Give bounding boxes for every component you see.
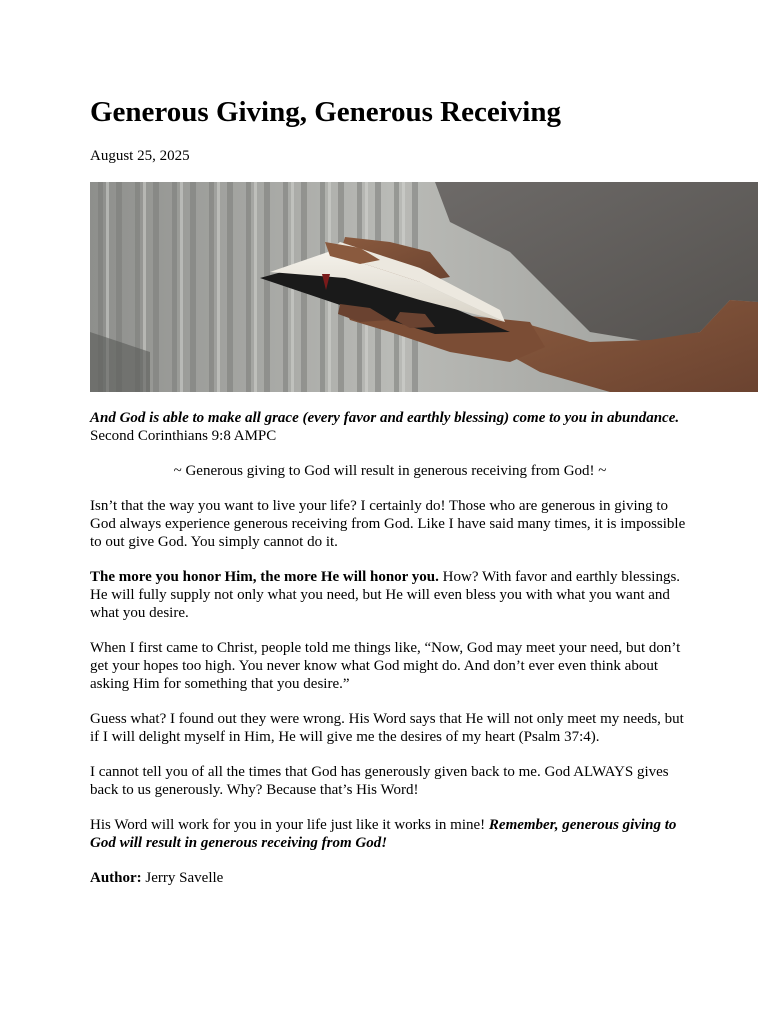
paragraph: I cannot tell you of all the times that God has generously given back to me. God ALWAYS gives back to us generously. Why? Because that’s His Word! bbox=[90, 764, 669, 798]
author-label: Author: bbox=[90, 870, 142, 886]
closing-paragraph bbox=[90, 816, 690, 852]
honor-bold: The more you honor Him, the more He will honor you. bbox=[90, 569, 439, 585]
tagline: ~ Generous giving to God will result in generous receiving from God! ~ bbox=[173, 463, 607, 479]
verse-reference: Second Corinthians 9:8 AMPC bbox=[90, 428, 277, 444]
paragraph: When I first came to Christ, people told me things like, “Now, God may meet your need, but don’t get your hopes too high. You never know what God might do. And don’t ever even think about asking Him for something that you desire.” bbox=[90, 640, 681, 692]
hands-holding-open-bible-photo bbox=[90, 182, 758, 392]
author-name: Jerry Savelle bbox=[141, 870, 224, 886]
scripture-verse bbox=[90, 409, 690, 445]
honor-rest: How? With favor and earthly blessings. He will fully supply not only what you need, but He will even bless you with what you want and what you desire. bbox=[90, 569, 681, 621]
verse-text: And God is able to make all grace (every favor and earthly blessing) come to you in abundance. bbox=[90, 410, 680, 426]
closing-emphasis: Remember, generous giving to God will result in generous receiving from God! bbox=[90, 817, 677, 851]
article-image bbox=[90, 182, 758, 392]
article-body bbox=[90, 409, 690, 904]
honor-paragraph bbox=[90, 568, 690, 622]
paragraph: Isn’t that the way you want to live your life? I certainly do! Those who are generous in giving to God always experience generous receiving from God. Like I have said many times, it is impossible to out give God. You simply cannot do it. bbox=[90, 498, 686, 550]
closing-text: His Word will work for you in your life just like it works in mine! bbox=[90, 817, 489, 833]
paragraph: Guess what? I found out they were wrong. His Word says that He will not only meet my needs, but if I will delight myself in Him, He will give me the desires of my heart (Psalm 37:4). bbox=[90, 711, 684, 745]
article-date: August 25, 2025 bbox=[90, 148, 190, 164]
author-line bbox=[90, 869, 690, 887]
article-title: Generous Giving, Generous Receiving bbox=[90, 96, 561, 128]
